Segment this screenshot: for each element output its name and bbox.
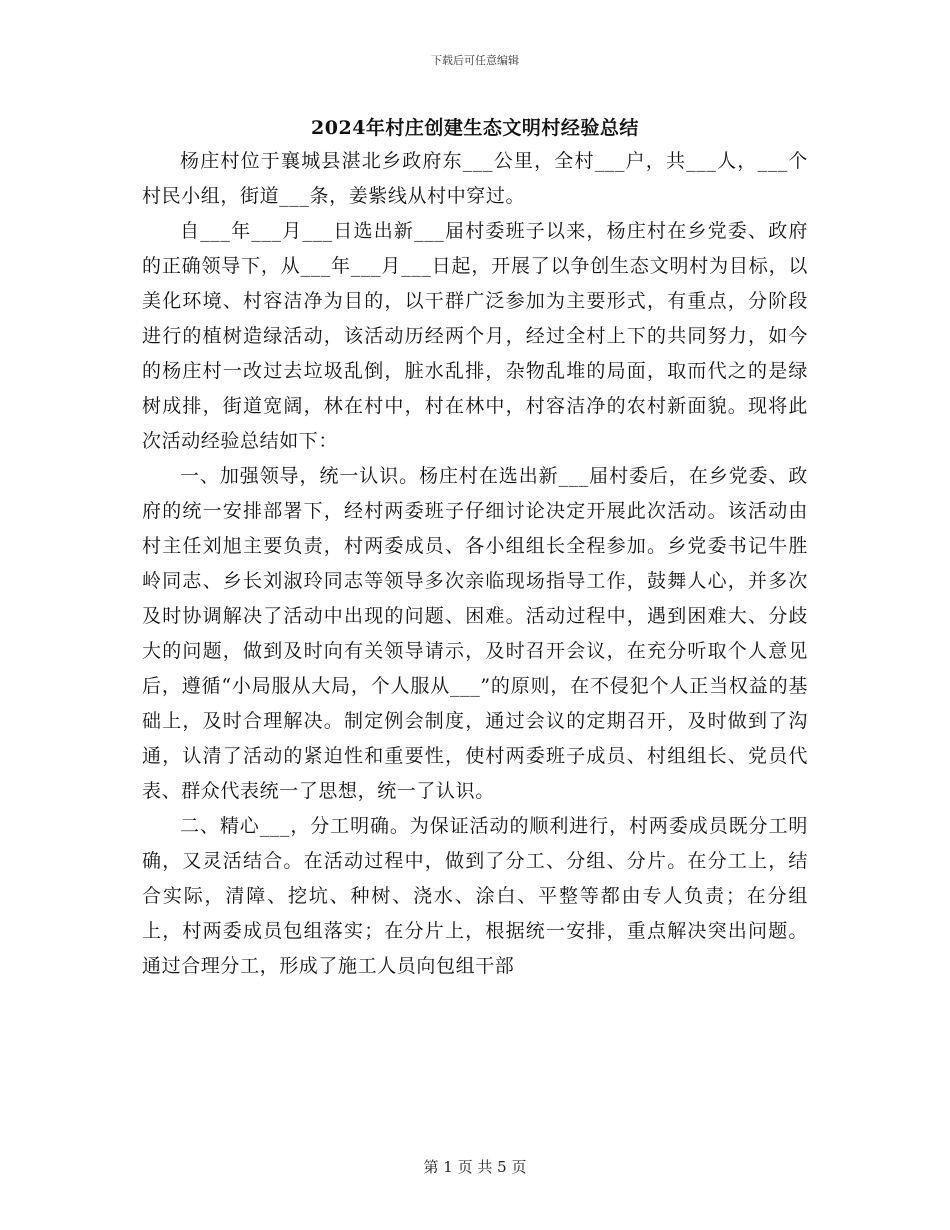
document-body xyxy=(142,144,808,984)
paragraph-intro: 杨庄村位于襄城县湛北乡政府东___公里，全村___户，共___人，___个村民小组，街道___条，姜紫线从村中穿过。 xyxy=(142,150,808,207)
document-title: 2024年村庄创建生态文明村经验总结 xyxy=(311,117,639,139)
page-number: 第 1 页 共 5 页 xyxy=(423,1158,527,1176)
paragraph-section-one: 一、加强领导，统一认识。杨庄村在选出新___届村委后，在乡党委、政府的统一安排部署下，经村两委班子仔细讨论决定开展此次活动。该活动由村主任刘旭主要负责，村两委成员、各小组组长全程参加。乡党委书记牛胜岭同志、乡长刘淑玲同志等领导多次亲临现场指导工作，鼓舞人心，并多次及时协调解决了活动中出现的问题、困难。活动过程中，遇到困难大、分歧大的问题，做到及时向有关领导请示，及时召开会议，在充分听取个人意见后，遵循“小局服从大局，个人服从___”的原则，在不侵犯个人正当权益的基础上，及时合理解决。制定例会制度，通过会议的定期召开，及时做到了沟通，认清了活动的紧迫性和重要性，使村两委班子成员、村组组长、党员代表、群众代表统一了思想，统一了认识。 xyxy=(142,465,808,802)
paragraph-overview: 自___年___月___日选出新___届村委班子以来，杨庄村在乡党委、政府的正确领导下，从___年___月___日起，开展了以争创生态文明村为目标，以美化环境、村容洁净为目的，以干群广泛参加为主要形式，有重点，分阶段进行的植树造绿活动，该活动历经两个月，经过全村上下的共同努力，如今的杨庄村一改过去垃圾乱倒，脏水乱排，杂物乱堆的局面，取而代之的是绿树成排，街道宽阔，林在村中，村在林中，村容洁净的农村新面貌。现将此次活动经验总结如下： xyxy=(142,220,808,452)
paragraph-section-two: 二、精心___，分工明确。为保证活动的顺利进行，村两委成员既分工明确，又灵活结合。在活动过程中，做到了分工、分组、分片。在分工上，结合实际，清障、挖坑、种树、浇水、涂白、平整等都由专人负责；在分组上，村两委成员包组落实；在分片上，根据统一安排，重点解决突出问题。通过合理分工，形成了施工人员向包组干部 xyxy=(142,815,808,977)
page-header-note: 下载后可任意编辑 xyxy=(431,54,519,67)
